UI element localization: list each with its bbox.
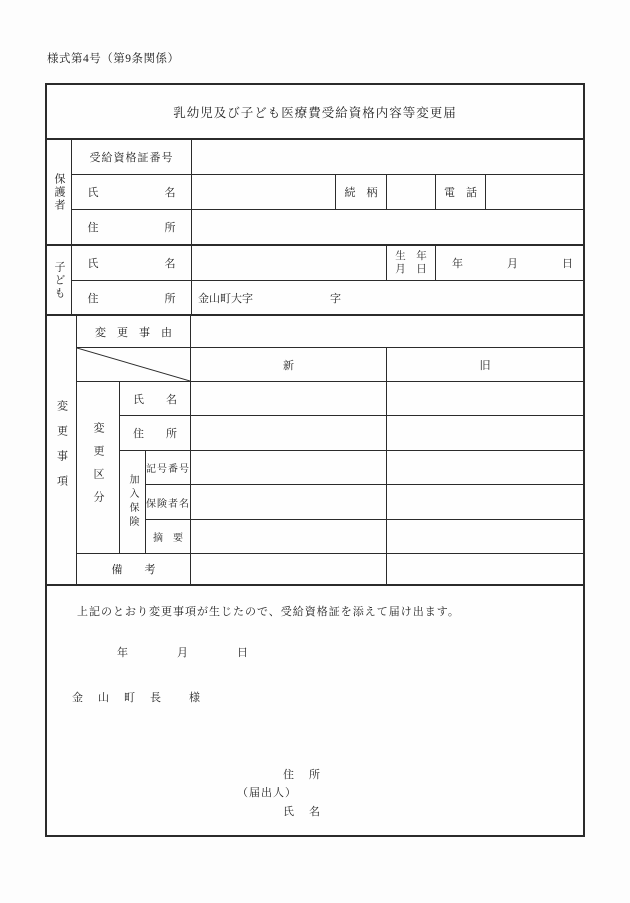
birthdate-label-line2: 月 日	[395, 264, 427, 275]
old-column-header: 旧	[387, 348, 583, 382]
guardian-address-field	[192, 210, 583, 246]
phone-field	[486, 175, 583, 210]
notes-new-field	[191, 554, 387, 586]
change-name-label: 氏 名	[120, 382, 191, 416]
change-address-new-field	[191, 416, 387, 451]
main-form-table	[45, 83, 585, 837]
notes-label: 備 考	[77, 554, 191, 586]
change-reason-label: 変 更 事 由	[77, 316, 191, 348]
declaration-date-line: 年 月 日	[117, 647, 249, 659]
child-name-field	[192, 246, 387, 281]
insurance-symbol-label: 記号番号	[146, 451, 191, 485]
form-title: 乳幼児及び子ども医療費受給資格内容等変更届	[47, 85, 583, 140]
phone-label: 電 話	[436, 175, 486, 210]
guardian-name-label: 氏 名	[72, 175, 192, 210]
guardian-address-label: 住 所	[72, 210, 192, 246]
child-address-field: 金山町大字 字	[192, 281, 583, 316]
change-address-label: 住 所	[120, 416, 191, 451]
diagonal-line	[77, 348, 190, 381]
notes-old-field	[387, 554, 583, 586]
addressee-line: 金 山 町 長 様	[72, 692, 202, 704]
child-name-label: 氏 名	[72, 246, 192, 281]
insurance-symbol-old-field	[387, 451, 583, 485]
applicant-name-label: 氏 名	[283, 806, 322, 818]
new-column-header: 新	[191, 348, 387, 382]
summary-old-field	[387, 520, 583, 554]
declaration-section	[47, 586, 583, 835]
change-category-label: 変更区分	[77, 382, 120, 554]
declaration-statement: 上記のとおり変更事項が生じたので、受給資格証を添えて届け出ます。	[77, 606, 460, 618]
guardian-cert-number-field	[192, 140, 583, 175]
change-address-old-field	[387, 416, 583, 451]
insurer-name-new-field	[191, 485, 387, 520]
change-name-old-field	[387, 382, 583, 416]
summary-label: 摘 要	[146, 520, 191, 554]
applicant-address-label: 住 所	[283, 769, 322, 781]
changes-section-label: 変更事項	[47, 316, 77, 586]
insurance-symbol-new-field	[191, 451, 387, 485]
guardian-name-field	[192, 175, 336, 210]
birthdate-label	[387, 246, 436, 281]
insurance-group-label: 加入保険	[120, 451, 146, 554]
summary-new-field	[191, 520, 387, 554]
new-old-corner-cell	[77, 348, 191, 382]
guardian-section-label: 保護者	[47, 140, 72, 246]
form-number: 様式第4号（第9条関係）	[47, 53, 180, 65]
child-section-label: 子ども	[47, 246, 72, 316]
relationship-label: 続 柄	[336, 175, 387, 210]
change-reason-field	[191, 316, 583, 348]
applicant-caption: （届出人）	[237, 787, 297, 799]
birthdate-label-line1: 生 年	[395, 251, 427, 262]
change-name-new-field	[191, 382, 387, 416]
child-address-label: 住 所	[72, 281, 192, 316]
birthdate-field: 年 月 日	[436, 246, 583, 281]
insurer-name-label: 保険者名	[146, 485, 191, 520]
insurer-name-old-field	[387, 485, 583, 520]
guardian-cert-number-label: 受給資格証番号	[72, 140, 192, 175]
relationship-field	[387, 175, 436, 210]
